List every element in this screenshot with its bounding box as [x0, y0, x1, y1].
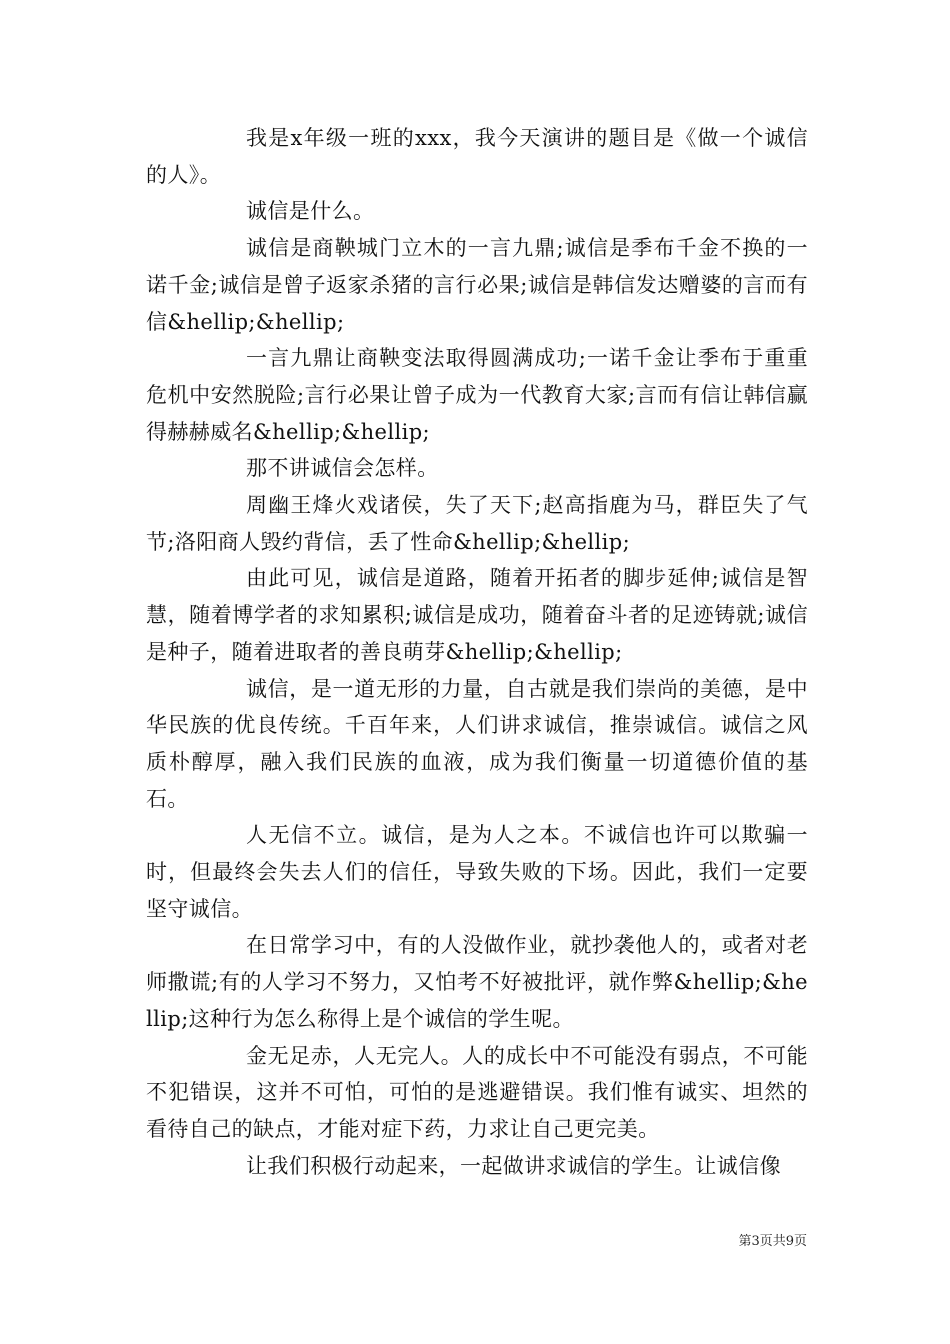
paragraph-definitions: 诚信是商鞅城门立木的一言九鼎;诚信是季布千金不换的一诺千金;诚信是曾子返家杀猪的言行必果;诚信是韩信发达赠婆的言而有信&hellip;&hellip; — [146, 236, 808, 334]
speech-body — [146, 120, 808, 1184]
paragraph-question: 诚信是什么。 — [246, 199, 375, 224]
paragraph-conclusion: 由此可见，诚信是道路，随着开拓者的脚步延伸;诚信是智慧，随着博学者的求知累积;诚信是成功，随着奋斗者的足迹铸就;诚信是种子，随着进取者的善良萌芽&hellip;&hellip; — [146, 566, 808, 664]
paragraph-self-improvement: 金无足赤，人无完人。人的成长中不可能没有弱点，不可能不犯错误，这并不可怕，可怕的是逃避错误。我们惟有诚实、坦然的看待自己的缺点，才能对症下药，力求让自己更完美。 — [146, 1043, 808, 1141]
paragraph-foundation: 人无信不立。诚信，是为人之本。不诚信也许可以欺骗一时，但最终会失去人们的信任，导致失败的下场。因此，我们一定要坚守诚信。 — [146, 823, 808, 921]
paragraph-intro: 我是x年级一班的xxx，我今天演讲的题目是《做一个诚信的人》。 — [146, 126, 808, 187]
paragraph-question-2: 那不讲诚信会怎样。 — [246, 456, 439, 481]
paragraph-school-life: 在日常学习中，有的人没做作业，就抄袭他人的，或者对老师撒谎;有的人学习不努力，又怕考不好被批评，就作弊&hellip;&hellip;这种行为怎么称得上是个诚信的学生呢。 — [146, 933, 808, 1031]
paragraph-counter-examples: 周幽王烽火戏诸侯，失了天下;赵高指鹿为马，群臣失了气节;洛阳商人毁约背信，丢了性命&hellip;&hellip; — [146, 493, 808, 554]
paragraph-call-to-action: 让我们积极行动起来，一起做讲求诚信的学生。让诚信像 — [246, 1153, 781, 1178]
paragraph-examples: 一言九鼎让商鞅变法取得圆满成功;一诺千金让季布于重重危机中安然脱险;言行必果让曾子成为一代教育大家;言而有信让韩信赢得赫赫威名&hellip;&hellip; — [146, 346, 808, 444]
page-footer — [0, 1232, 950, 1252]
page-number: 第3页共9页 — [738, 1234, 807, 1249]
paragraph-virtue: 诚信，是一道无形的力量，自古就是我们崇尚的美德，是中华民族的优良传统。千百年来，人们讲求诚信，推崇诚信。诚信之风质朴醇厚，融入我们民族的血液，成为我们衡量一切道德价值的基石。 — [146, 676, 808, 811]
